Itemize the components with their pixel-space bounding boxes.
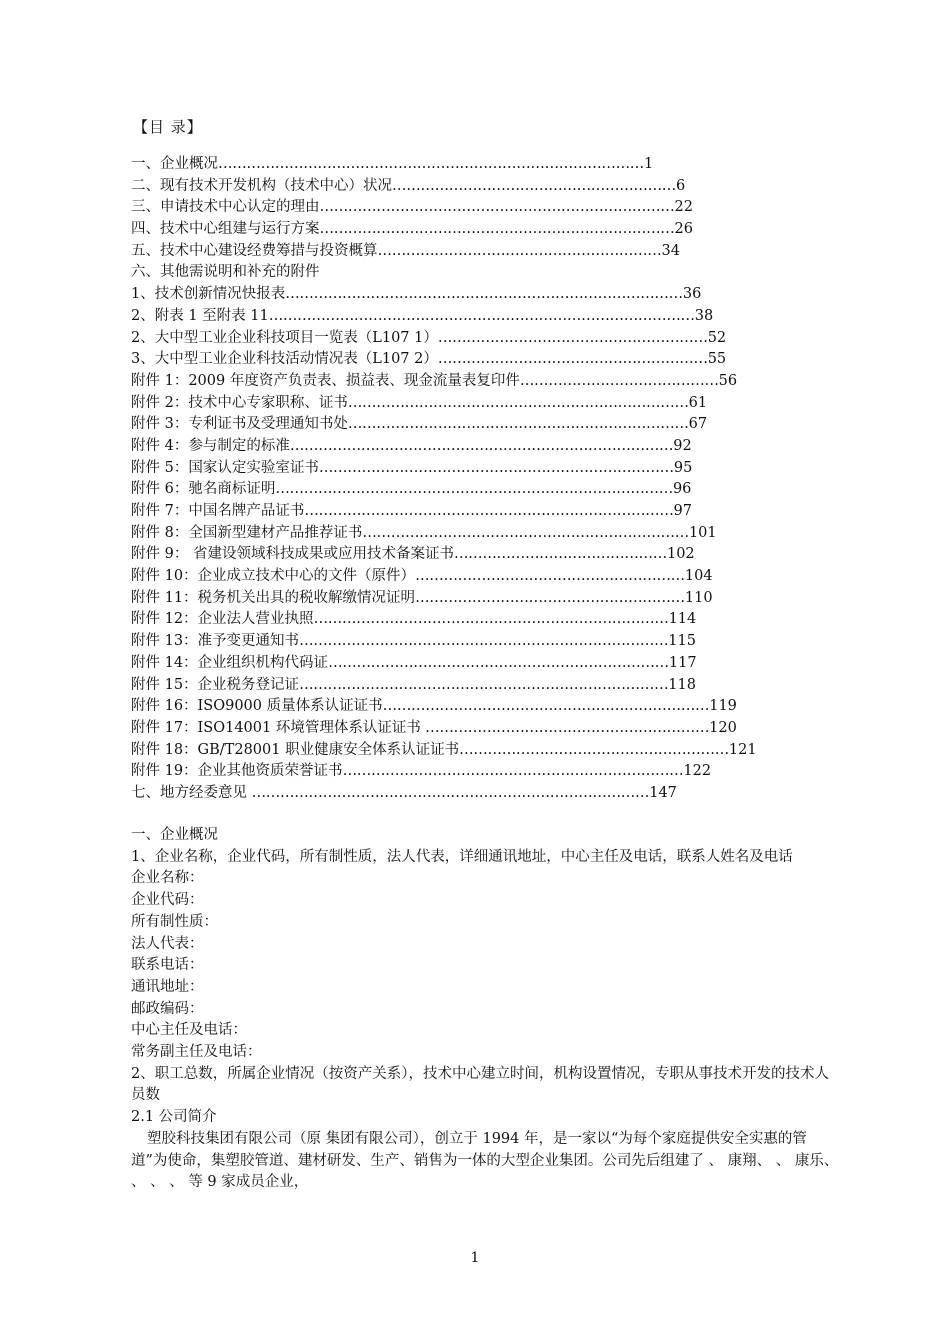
toc-entry-leader-dots: ……………………………………………………………… — [347, 416, 689, 433]
toc-entry-label: 附件 13：准予变更通知书 — [131, 633, 300, 650]
toc-entry[interactable] — [131, 371, 771, 393]
toc-entry-label: 1、技术创新情况快报表 — [131, 286, 286, 303]
toc-entry-label: 附件 8：全国新型建材产品推荐证书 — [131, 524, 363, 541]
toc-entry-label: 附件 3：专利证书及受理通知书处 — [131, 416, 348, 433]
toc-entry[interactable] — [131, 306, 771, 328]
toc-entry-label: 附件 12：企业法人营业执照 — [131, 611, 314, 628]
toc-entry-page-number: 95 — [673, 459, 693, 476]
toc-entry-label: 七、地方经委意见 — [131, 784, 252, 801]
toc-entry-leader-dots: …………………………………………………………………… — [299, 633, 669, 650]
toc-entry-label: 附件 18：GB/T28001 职业健康安全体系认证证书 — [131, 741, 460, 758]
toc-entry-label: 附件 9： 省建设领域科技成果或应用技术备案证书 — [131, 546, 454, 563]
toc-entry-page-number: 101 — [688, 524, 717, 541]
toc-entry[interactable] — [131, 718, 771, 740]
toc-entry[interactable] — [131, 328, 771, 350]
body-line: 联系电话： — [131, 957, 204, 974]
toc-entry-label: 二、现有技术开发机构（技术中心）状况 — [131, 177, 392, 194]
toc-entry[interactable] — [131, 761, 771, 783]
toc-entry-page-number: 114 — [668, 611, 697, 628]
toc-entry-label: 附件 6：驰名商标证明 — [131, 481, 276, 498]
toc-entry-page-number: 118 — [668, 676, 696, 693]
toc-entry-leader-dots: …………………………………………………………………… — [299, 676, 669, 693]
toc-entry-page-number: 117 — [668, 654, 697, 671]
toc-heading: 【目 录】 — [133, 118, 203, 136]
toc-entry[interactable] — [131, 393, 771, 415]
toc-entry-page-number: 67 — [688, 416, 708, 433]
toc-entry-leader-dots: …………………………………………………………… — [382, 698, 710, 715]
toc-entry[interactable] — [131, 523, 771, 545]
body-line: 企业代码： — [131, 892, 204, 909]
toc-entry-label: 附件 1：2009 年度资产负责表、损益表、现金流量表复印件 — [131, 372, 520, 389]
toc-entry-leader-dots: ………………………………………………………………… — [313, 611, 669, 628]
toc-entry-label: 五、技术中心建设经费筹措与投资概算 — [131, 242, 378, 259]
body-line: 所有制性质： — [131, 913, 218, 930]
body-line: 邮政编码： — [131, 1000, 204, 1017]
toc-entry-page-number: 102 — [666, 546, 695, 563]
toc-entry[interactable] — [131, 501, 771, 523]
toc-entry[interactable] — [131, 783, 771, 805]
toc-entry[interactable] — [131, 675, 771, 697]
toc-entry-label: 附件 5：国家认定实验室证书 — [131, 459, 319, 476]
toc-entry-leader-dots: ………………………………………………………………… — [318, 459, 674, 476]
toc-entry-leader-dots: …………………………………… — [519, 372, 719, 389]
section-title: 一、企业概况 — [131, 827, 218, 843]
toc-entry-page-number: 92 — [673, 437, 692, 454]
toc-entry-label: 3、大中型工业企业科技活动情况表（L107 2） — [131, 351, 438, 368]
toc-entry-leader-dots: ……………………………………………………………………………… — [268, 307, 695, 324]
toc-entry[interactable] — [131, 241, 771, 263]
toc-entry[interactable] — [131, 696, 771, 718]
toc-entry-page-number: 122 — [683, 763, 712, 780]
toc-entry-label: 附件 10：企业成立技术中心的文件（原件） — [131, 568, 416, 585]
toc-entry-leader-dots: ……………………………………………………………… — [342, 763, 684, 780]
toc-entry-label: 附件 17：ISO14001 环境管理体系认证证书 — [131, 719, 421, 736]
toc-entry[interactable] — [131, 262, 771, 284]
toc-entry[interactable] — [131, 219, 771, 241]
body-line: 法人代表： — [131, 935, 204, 952]
body-line: 常务副主任及电话： — [131, 1044, 262, 1061]
toc-entry-leader-dots: ……………………………………… — [453, 546, 667, 563]
toc-entry[interactable] — [131, 609, 771, 631]
toc-entry[interactable] — [131, 284, 771, 306]
toc-entry-label: 附件 2：技术中心专家职称、证书 — [131, 394, 348, 411]
toc-entry[interactable] — [131, 479, 771, 501]
toc-entry[interactable] — [131, 154, 771, 176]
toc-entry-page-number: 1 — [644, 156, 654, 172]
body-line: 2、职工总数，所属企业情况（按资产关系），技术中心建立时间，机构设置情况，专职从事技术开发的技术人员数 — [131, 1065, 829, 1104]
toc-entry[interactable] — [131, 414, 771, 436]
toc-entry-page-number: 104 — [684, 568, 713, 585]
toc-entry-page-number: 97 — [673, 503, 692, 519]
toc-entry-leader-dots: ……………………………………………………………………………… — [218, 156, 645, 172]
toc-entry-leader-dots: ……………………………………………………………… — [328, 654, 669, 671]
page-number: 1 — [470, 1250, 480, 1266]
toc-entry[interactable] — [131, 436, 771, 458]
intro-paragraph: 塑胶科技集团有限公司（原 集团有限公司），创立于 1994 年，是一家以“为每个家庭提供安全实惠的管道”为使命，集塑胶管道、建材研发、生产、销售为一体的大型企业集团。公司先后组建了 、 康翔、 、 康乐、 、 、 、 等 9 家成员企业， — [131, 1130, 839, 1191]
toc-entry-leader-dots: …………………………………………………… — [377, 242, 662, 259]
toc-entry-page-number: 147 — [649, 784, 677, 801]
body-line: 通讯地址： — [131, 978, 204, 995]
toc-entry-label: 2、大中型工业企业科技项目一览表（L107 1） — [131, 329, 438, 346]
toc-entry-leader-dots: ………………………………………………………………… — [319, 221, 675, 238]
toc-entry-page-number: 26 — [674, 221, 693, 238]
toc-entry-leader-dots: ………………………………………………………………………… — [275, 481, 673, 498]
toc-entry-page-number: 96 — [672, 481, 692, 498]
toc-entry-label: 附件 19：企业其他资质荣誉证书 — [131, 763, 343, 780]
toc-entry-leader-dots: …………………………………………………… — [392, 177, 677, 194]
document-body — [131, 825, 843, 1194]
toc-entry-page-number: 115 — [668, 633, 696, 650]
toc-entry-leader-dots: ……………………………………………………………… — [347, 394, 689, 411]
toc-entry-leader-dots: ………………………………………………………………………… — [251, 784, 650, 801]
toc-entry-label: 附件 15：企业税务登记证 — [131, 676, 300, 693]
toc-entry[interactable] — [131, 653, 771, 675]
toc-entry-page-number: 6 — [676, 177, 686, 194]
toc-entry-label: 三、申请技术中心认定的理由 — [131, 199, 320, 216]
toc-entry-label: 2、附表 1 至附表 11 — [131, 307, 269, 324]
toc-entry[interactable] — [131, 588, 771, 610]
body-line: 1、企业名称，企业代码，所有制性质，法人代表，详细通讯地址，中心主任及电话，联系人姓名及电话 — [131, 848, 793, 865]
toc-entry-page-number: 120 — [709, 719, 737, 736]
toc-entry[interactable] — [131, 458, 771, 480]
toc-entry-leader-dots: ………………………………………………… — [459, 741, 729, 758]
table-of-contents — [131, 154, 771, 805]
toc-entry-label: 附件 14：企业组织机构代码证 — [131, 654, 329, 671]
toc-entry-leader-dots: ………………………………………………… — [415, 589, 685, 606]
toc-entry-label: 附件 16：ISO9000 质量体系认证证书 — [131, 698, 383, 715]
toc-entry-leader-dots: ………………………………………………… — [415, 568, 685, 585]
toc-entry-page-number: 61 — [688, 394, 708, 411]
toc-entry[interactable] — [131, 176, 771, 198]
toc-entry[interactable] — [131, 740, 771, 762]
toc-entry-label: 附件 11：税务机关出具的税收解缴情况证明 — [131, 589, 416, 606]
toc-entry-leader-dots: …………………………………………………… — [420, 719, 710, 736]
toc-entry-label: 六、其他需说明和补充的附件 — [131, 264, 320, 281]
toc-entry-label: 四、技术中心组建与运行方案 — [131, 221, 320, 238]
toc-entry[interactable] — [131, 566, 771, 588]
toc-entry-page-number: 110 — [684, 589, 713, 606]
toc-entry-leader-dots: ………………………………………………… — [437, 351, 708, 368]
toc-entry-leader-dots: ………………………………………………… — [437, 329, 708, 346]
body-line: 2.1 公司简介 — [131, 1109, 217, 1126]
toc-entry-leader-dots: …………………………………………………………… — [362, 524, 689, 541]
toc-entry-label: 附件 4：参与制定的标准 — [131, 437, 290, 454]
toc-entry-page-number: 121 — [728, 741, 757, 758]
toc-entry-page-number: 56 — [718, 372, 738, 389]
toc-entry-page-number: 38 — [694, 307, 714, 324]
toc-entry[interactable] — [131, 544, 771, 566]
toc-entry-page-number: 34 — [661, 242, 680, 259]
toc-entry-page-number: 119 — [709, 698, 737, 715]
toc-entry-page-number: 22 — [674, 199, 693, 216]
toc-entry[interactable] — [131, 197, 771, 219]
body-line: 企业名称： — [131, 870, 204, 887]
toc-entry-leader-dots: ………………………………………………………………………… — [285, 286, 683, 303]
body-line: 中心主任及电话： — [131, 1022, 247, 1039]
toc-entry-leader-dots: …………………………………………………………………… — [304, 503, 674, 519]
toc-entry-page-number: 36 — [682, 286, 702, 303]
toc-entry-label: 一、企业概况 — [131, 156, 218, 172]
toc-entry[interactable] — [131, 349, 771, 371]
toc-entry-leader-dots: ……………………………………………………………………… — [289, 437, 674, 454]
toc-entry[interactable] — [131, 631, 771, 653]
toc-entry-page-number: 55 — [707, 351, 727, 368]
toc-entry-page-number: 52 — [707, 329, 727, 346]
toc-entry-leader-dots: ………………………………………………………………… — [319, 199, 675, 216]
toc-entry-label: 附件 7：中国名牌产品证书 — [131, 503, 305, 519]
